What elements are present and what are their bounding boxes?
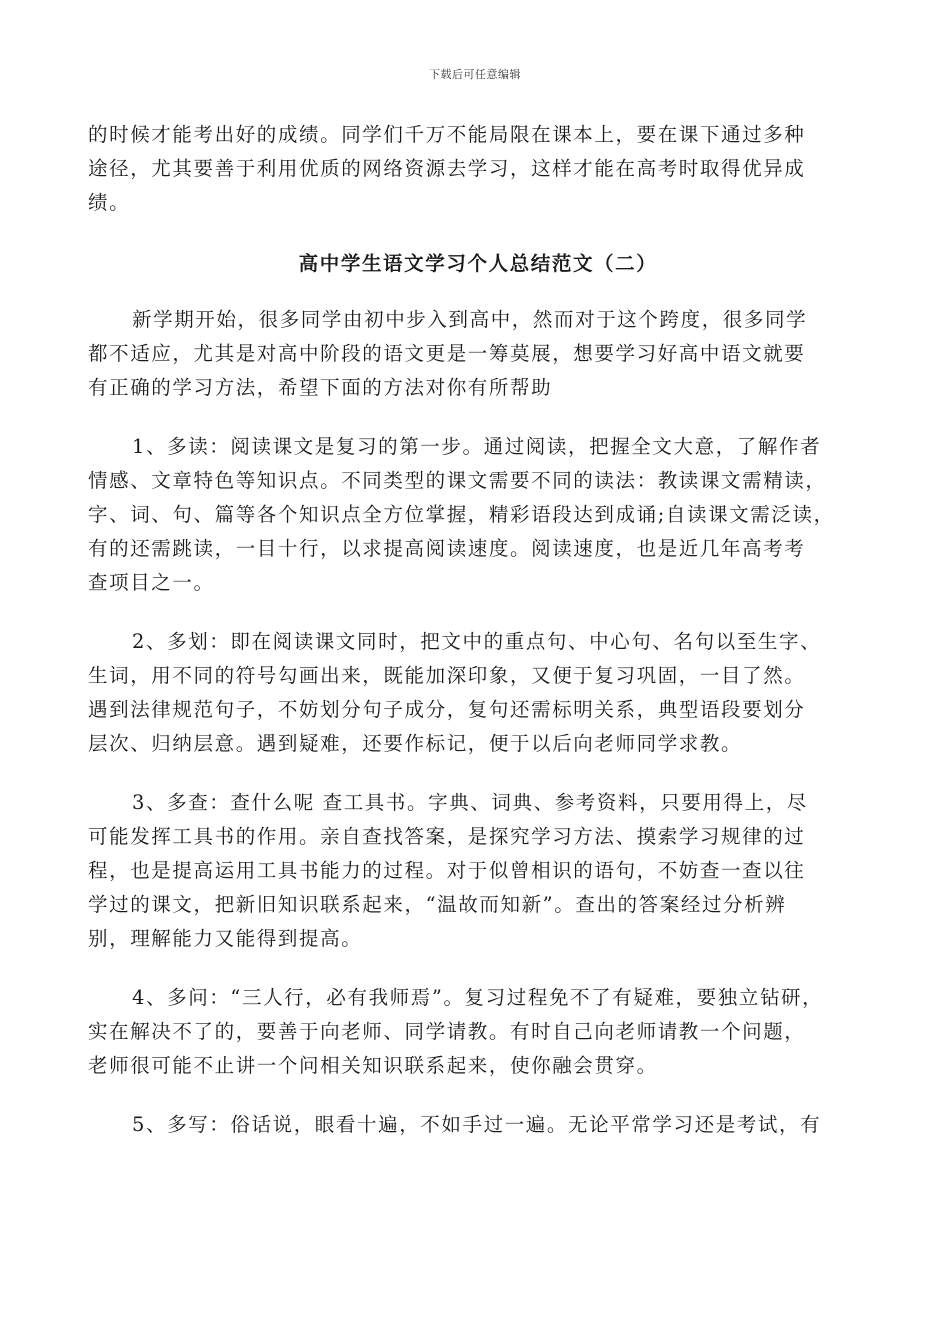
text-line: 的时候才能考出好的成绩。同学们千万不能局限在课本上，要在课下通过多种 [88, 123, 806, 146]
text-line: 情感、文章特色等知识点。不同类型的课文需要不同的读法：教读课文需精读， [88, 469, 827, 492]
text-line: 字、词、句、篇等各个知识点全方位掌握，精彩语段达到成诵;自读课文需泛读， [88, 503, 835, 526]
paragraph-look-up-more [88, 786, 858, 956]
paragraph-gap [88, 220, 858, 247]
intro-paragraph [88, 118, 858, 220]
paragraph-ask-more [88, 981, 858, 1083]
text-line: 1、多读：阅读课文是复习的第一步。通过阅读，把握全文大意，了解作者 [132, 435, 822, 458]
text-line: 新学期开始，很多同学由初中步入到高中，然而对于这个跨度，很多同学 [132, 308, 808, 331]
paragraph-mark-more [88, 625, 858, 761]
text-line: 实在解决不了的，要善于向老师、同学请教。有时自己向老师请教一个问题， [88, 1020, 806, 1043]
document-body [88, 118, 858, 1142]
text-line: 老师很可能不止讲一个问相关知识联系起来，使你融会贯穿。 [88, 1054, 658, 1077]
text-line: 遇到法律规范句子，不妨划分句子成分，复句还需标明关系，典型语段要划分 [88, 698, 806, 721]
section-title: 高中学生语文学习个人总结范文（二） [298, 252, 658, 275]
paragraph-gap [88, 1083, 858, 1108]
paragraph-gap [88, 761, 858, 786]
paragraph-write-more [88, 1108, 858, 1142]
text-line: 2、多划：即在阅读课文同时，把文中的重点句、中心句、名句以至生字、 [132, 630, 822, 653]
text-line: 查项目之一。 [88, 571, 215, 594]
paragraph-read-more [88, 430, 858, 600]
text-line: 别，理解能力又能得到提高。 [88, 927, 363, 950]
text-line: 有的还需跳读，一目十行，以求提高阅读速度。阅读速度，也是近几年高考考 [88, 537, 806, 560]
text-line: 程，也是提高运用工具书能力的过程。对于似曾相识的语句，不妨查一查以往 [88, 859, 806, 882]
text-line: 层次、归纳层意。遇到疑难，还要作标记，便于以后向老师同学求教。 [88, 732, 743, 755]
paragraph-gap [88, 956, 858, 981]
text-line: 4、多问：“三人行，必有我师焉”。复习过程免不了有疑难，要独立钻研， [132, 986, 824, 1009]
text-line: 学过的课文，把新旧知识联系起来，“温故而知新”。查出的答案经过分析辨 [88, 893, 787, 916]
text-line: 途径，尤其要善于利用优质的网络资源去学习，这样才能在高考时取得优异成 [88, 157, 806, 180]
paragraph-gap [88, 281, 858, 303]
text-line: 5、多写：俗话说，眼看十遍，不如手过一遍。无论平常学习还是考试，有 [132, 1113, 822, 1136]
text-line: 都不适应，尤其是对高中阶段的语文更是一筹莫展，想要学习好高中语文就要 [88, 342, 806, 365]
paragraph-gap [88, 405, 858, 430]
text-line: 可能发挥工具书的作用。亲自查找答案，是探究学习方法、摸索学习规律的过 [88, 825, 806, 848]
header-note: 下载后可任意编辑 [429, 68, 521, 81]
text-line: 生词，用不同的符号勾画出来，既能加深印象，又便于复习巩固，一目了然。 [88, 664, 806, 687]
text-line: 绩。 [88, 191, 131, 214]
paragraph-gap [88, 600, 858, 625]
text-line: 有正确的学习方法，希望下面的方法对你有所帮助 [88, 376, 553, 399]
text-line: 3、多查：查什么呢 查工具书。字典、词典、参考资料，只要用得上，尽 [132, 791, 808, 814]
paragraph-intro [88, 303, 858, 405]
